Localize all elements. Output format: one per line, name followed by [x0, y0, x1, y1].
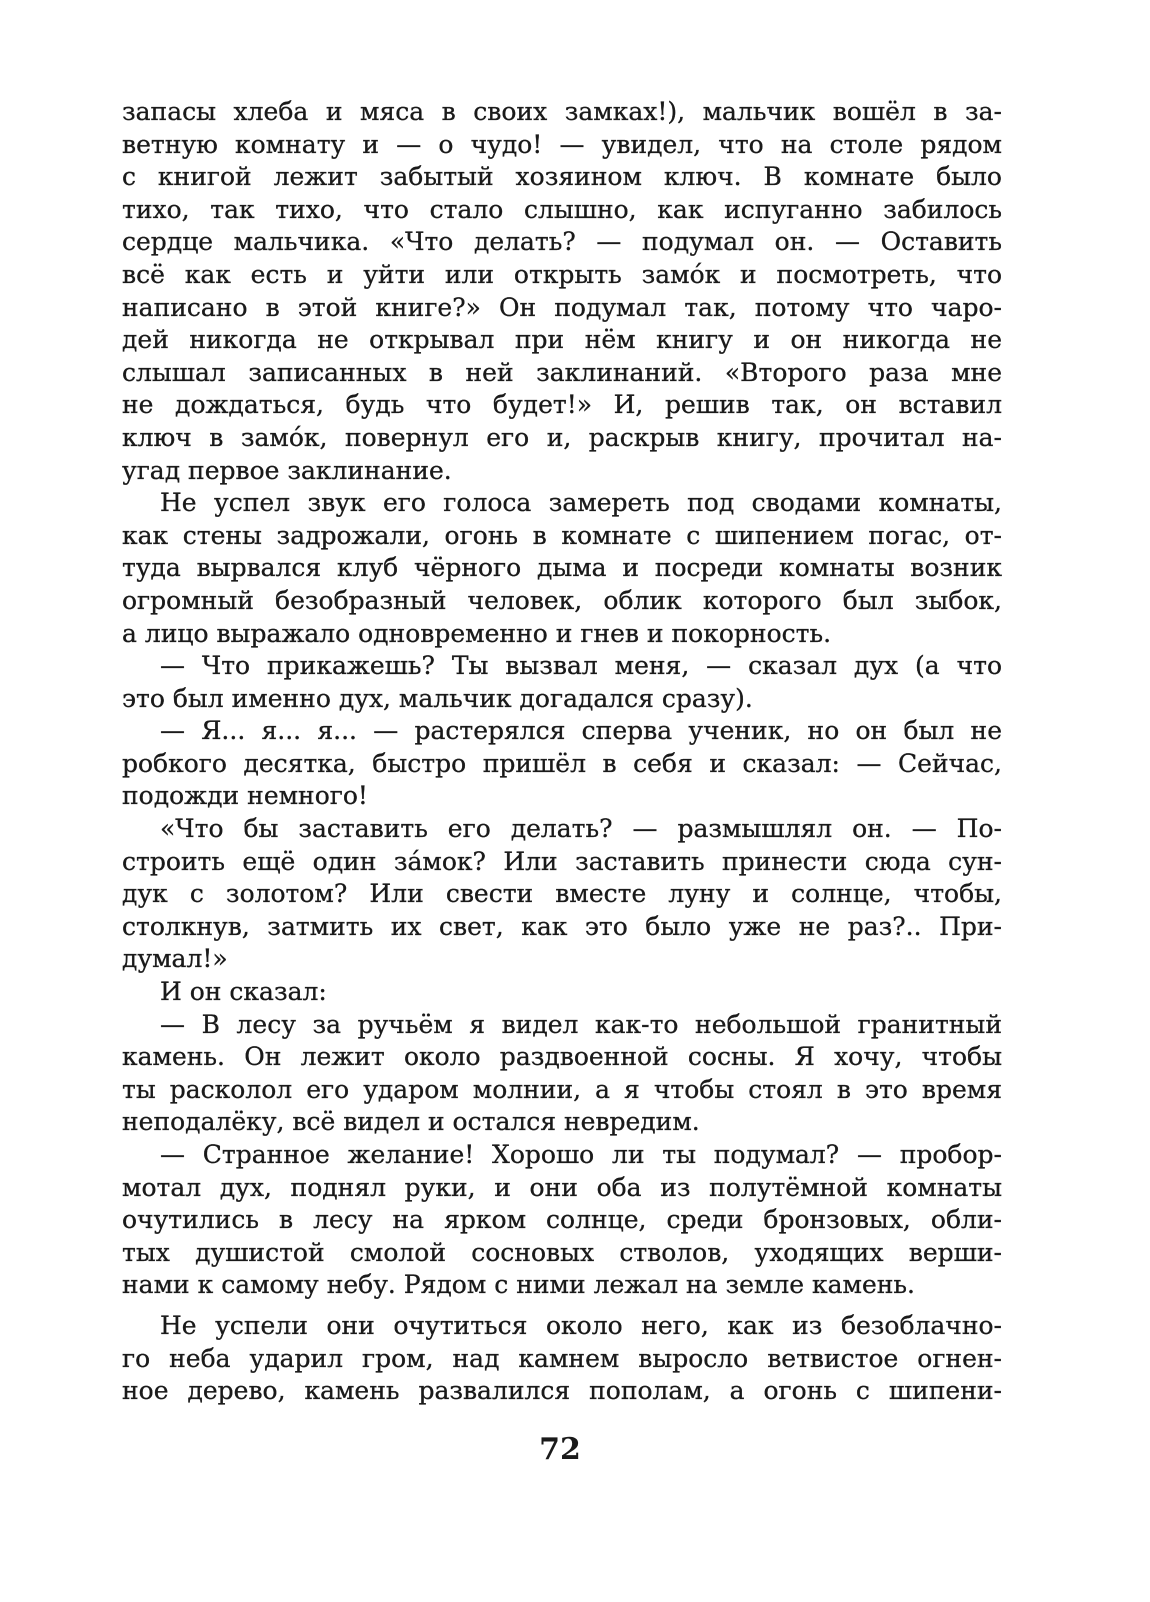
text-line: ветную комнату и — о чудо! — увидел, что на столе рядом — [122, 129, 1002, 159]
text-line: как стены задрожали, огонь в комнате с шипением погас, от- — [122, 520, 1002, 550]
text-line: всё как есть и уйти или открыть замóк и посмотреть, что — [122, 259, 1002, 289]
text-line: угад первое заклинание. — [122, 455, 452, 485]
paragraph — [122, 487, 1002, 650]
text-line: ключ в замóк, повернул его и, раскрыв книгу, прочитал на- — [122, 422, 1002, 452]
text-line: не дождаться, будь что будет!» И, решив так, он вставил — [122, 390, 1002, 420]
text-line: «Что бы заставить его делать? — размышлял он. — По- — [160, 814, 1002, 844]
text-line: — В лесу за ручьём я видел как-то небольшой гранитный — [160, 1009, 1002, 1039]
paragraph — [122, 1310, 1002, 1408]
text-line: мотал дух, поднял руки, и они оба из полутёмной комнаты — [122, 1172, 1002, 1202]
text-line: написано в этой книге?» Он подумал так, потому что чаро- — [122, 292, 1002, 322]
text-line: ное дерево, камень развалился пополам, а огонь с шипени- — [122, 1376, 1002, 1406]
paragraph — [122, 96, 1002, 487]
paragraph — [122, 1009, 1002, 1139]
text-line: дей никогда не открывал при нём книгу и он никогда не — [122, 325, 1002, 355]
text-line: а лицо выражало одновременно и гнев и покорность. — [122, 618, 832, 648]
text-line: туда вырвался клуб чёрного дыма и посреди комнаты возник — [122, 553, 1002, 583]
text-line: тых душистой смолой сосновых стволов, уходящих верши- — [122, 1237, 1002, 1267]
text-line: дук с золотом? Или свести вместе луну и солнце, чтобы, — [122, 879, 1002, 909]
paragraph — [122, 715, 1002, 813]
text-line: с книгой лежит забытый хозяином ключ. В комнате было — [122, 162, 1002, 192]
paragraph — [122, 650, 1002, 715]
text-line: подожди немного! — [122, 781, 368, 811]
text-line: строить ещё один зáмок? Или заставить принести сюда сун- — [122, 846, 1002, 876]
paragraph — [122, 976, 1002, 1009]
page-number: 72 — [539, 1432, 581, 1467]
paragraph — [122, 1139, 1002, 1302]
text-line: слышал записанных в ней заклинаний. «Второго раза мне — [122, 357, 1002, 387]
text-line: Не успел звук его голоса замереть под сводами комнаты, — [160, 488, 1002, 518]
text-line: столкнув, затмить их свет, как это было уже не раз?.. При- — [122, 911, 1002, 941]
text-line: Не успели они очутиться около него, как из безоблачно- — [160, 1310, 1002, 1340]
text-line: сердце мальчика. «Что делать? — подумал он. — Оставить — [122, 227, 1002, 257]
text-line: очутились в лесу на ярком солнце, среди бронзовых, обли- — [122, 1205, 1002, 1235]
text-line: робкого десятка, быстро пришёл в себя и сказал: — Сейчас, — [122, 748, 1002, 778]
text-line: это был именно дух, мальчик догадался сразу). — [122, 683, 753, 713]
text-line: тихо, так тихо, что стало слышно, как испуганно забилось — [122, 194, 1002, 224]
page-body-text — [122, 96, 1002, 1408]
text-line: го неба ударил гром, над камнем выросло ветвистое огнен- — [122, 1343, 1002, 1373]
text-line: И он сказал: — [160, 977, 327, 1007]
text-line: нами к самому небу. Рядом с ними лежал на земле камень. — [122, 1270, 915, 1300]
text-line: — Странное желание! Хорошо ли ты подумал? — пробор- — [160, 1140, 1002, 1169]
text-line: ты расколол его ударом молнии, а я чтобы стоял в это время — [122, 1074, 1002, 1104]
text-line: — Что прикажешь? Ты вызвал меня, — сказал дух (а что — [160, 651, 1002, 681]
text-line: неподалёку, всё видел и остался невредим. — [122, 1107, 700, 1137]
text-line: думал!» — [122, 944, 228, 974]
text-line: камень. Он лежит около раздвоенной сосны. Я хочу, чтобы — [122, 1042, 1002, 1072]
text-line: огромный безобразный человек, облик которого был зыбок, — [122, 585, 1002, 615]
text-line: запасы хлеба и мяса в своих замках!), мальчик вошёл в за- — [122, 97, 1002, 126]
text-line: — Я... я... я... — растерялся сперва ученик, но он был не — [160, 716, 1002, 746]
paragraph — [122, 813, 1002, 976]
